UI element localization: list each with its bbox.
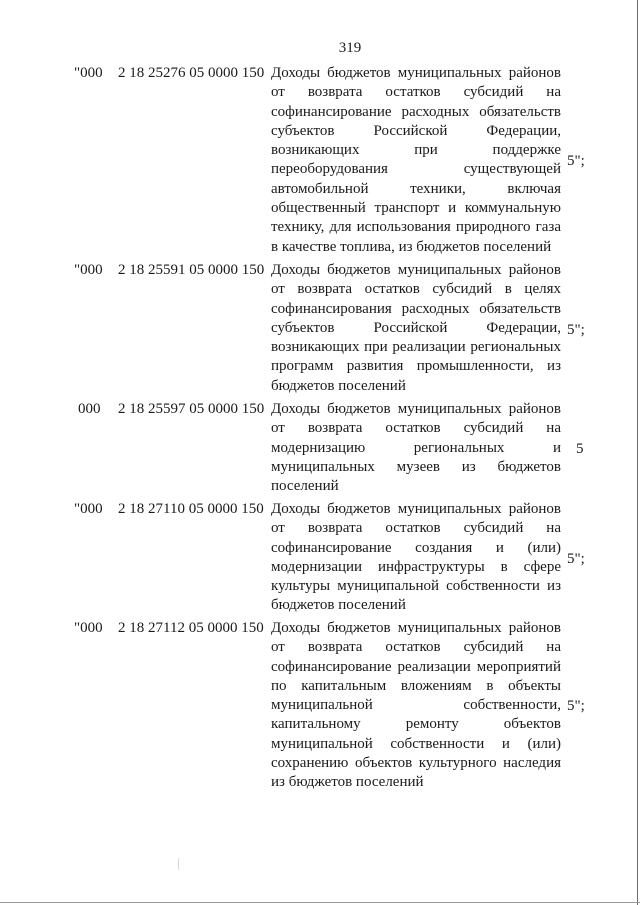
amount: 5";: [567, 551, 585, 567]
scan-edge-bottom: [0, 902, 640, 903]
page-number: 319: [338, 40, 362, 56]
income-description: Доходы бюджетов муниципальных районов от возврата остатков субсидий в целях софинансирования расходных обязательств субъектов Российской Федерации, возникающих при реализации региональных программ развития промышленности, из бюджетов поселений: [271, 262, 561, 394]
amount: 5";: [567, 322, 585, 338]
budget-classification-code: 2 18 27112 05 0000 150: [118, 620, 264, 636]
income-description: Доходы бюджетов муниципальных районов от возврата остатков субсидий на модернизацию региональных и муниципальных музеев из бюджетов поселений: [271, 401, 561, 495]
table-row: [0, 619, 640, 797]
amount: 5";: [567, 153, 585, 169]
admin-code: "000: [74, 620, 103, 636]
budget-classification-code: 2 18 27110 05 0000 150: [118, 501, 264, 517]
table-row: [0, 64, 640, 260]
admin-code: 000: [78, 401, 101, 417]
admin-code: "000: [74, 501, 103, 517]
income-description: Доходы бюджетов муниципальных районов от возврата остатков субсидий на софинансирование реализации мероприятий по капитальным вложениям в объекты муниципальной собственности, капитальному ремонту объектов муниципальной собственности и (или) сохранению объектов культурного наследия из бюджетов поселений: [271, 620, 561, 791]
budget-classification-code: 2 18 25597 05 0000 150: [118, 401, 265, 417]
amount: 5: [576, 441, 584, 457]
admin-code: "000: [74, 262, 103, 278]
budget-classification-code: 2 18 25276 05 0000 150: [118, 65, 265, 81]
income-description: Доходы бюджетов муниципальных районов от возврата остатков субсидий на софинансирование расходных обязательств субъектов Российской Федерации, возникающих при поддержке переоборудования существующей автомобильной техники, включая общественный транспорт и коммунальную технику, для использования природного газа в качестве топлива, из бюджетов поселений: [271, 65, 561, 255]
amount: 5";: [567, 698, 585, 714]
table-row: [0, 400, 640, 498]
table-row: [0, 500, 640, 616]
budget-classification-code: 2 18 25591 05 0000 150: [118, 262, 265, 278]
scan-speck: [178, 858, 179, 870]
table-row: [0, 261, 640, 397]
income-description: Доходы бюджетов муниципальных районов от возврата остатков субсидий на софинансирование создания и (или) модернизации инфраструктуры в сфере культуры муниципальной собственности из бюджетов поселений: [271, 501, 561, 614]
admin-code: "000: [74, 65, 103, 81]
